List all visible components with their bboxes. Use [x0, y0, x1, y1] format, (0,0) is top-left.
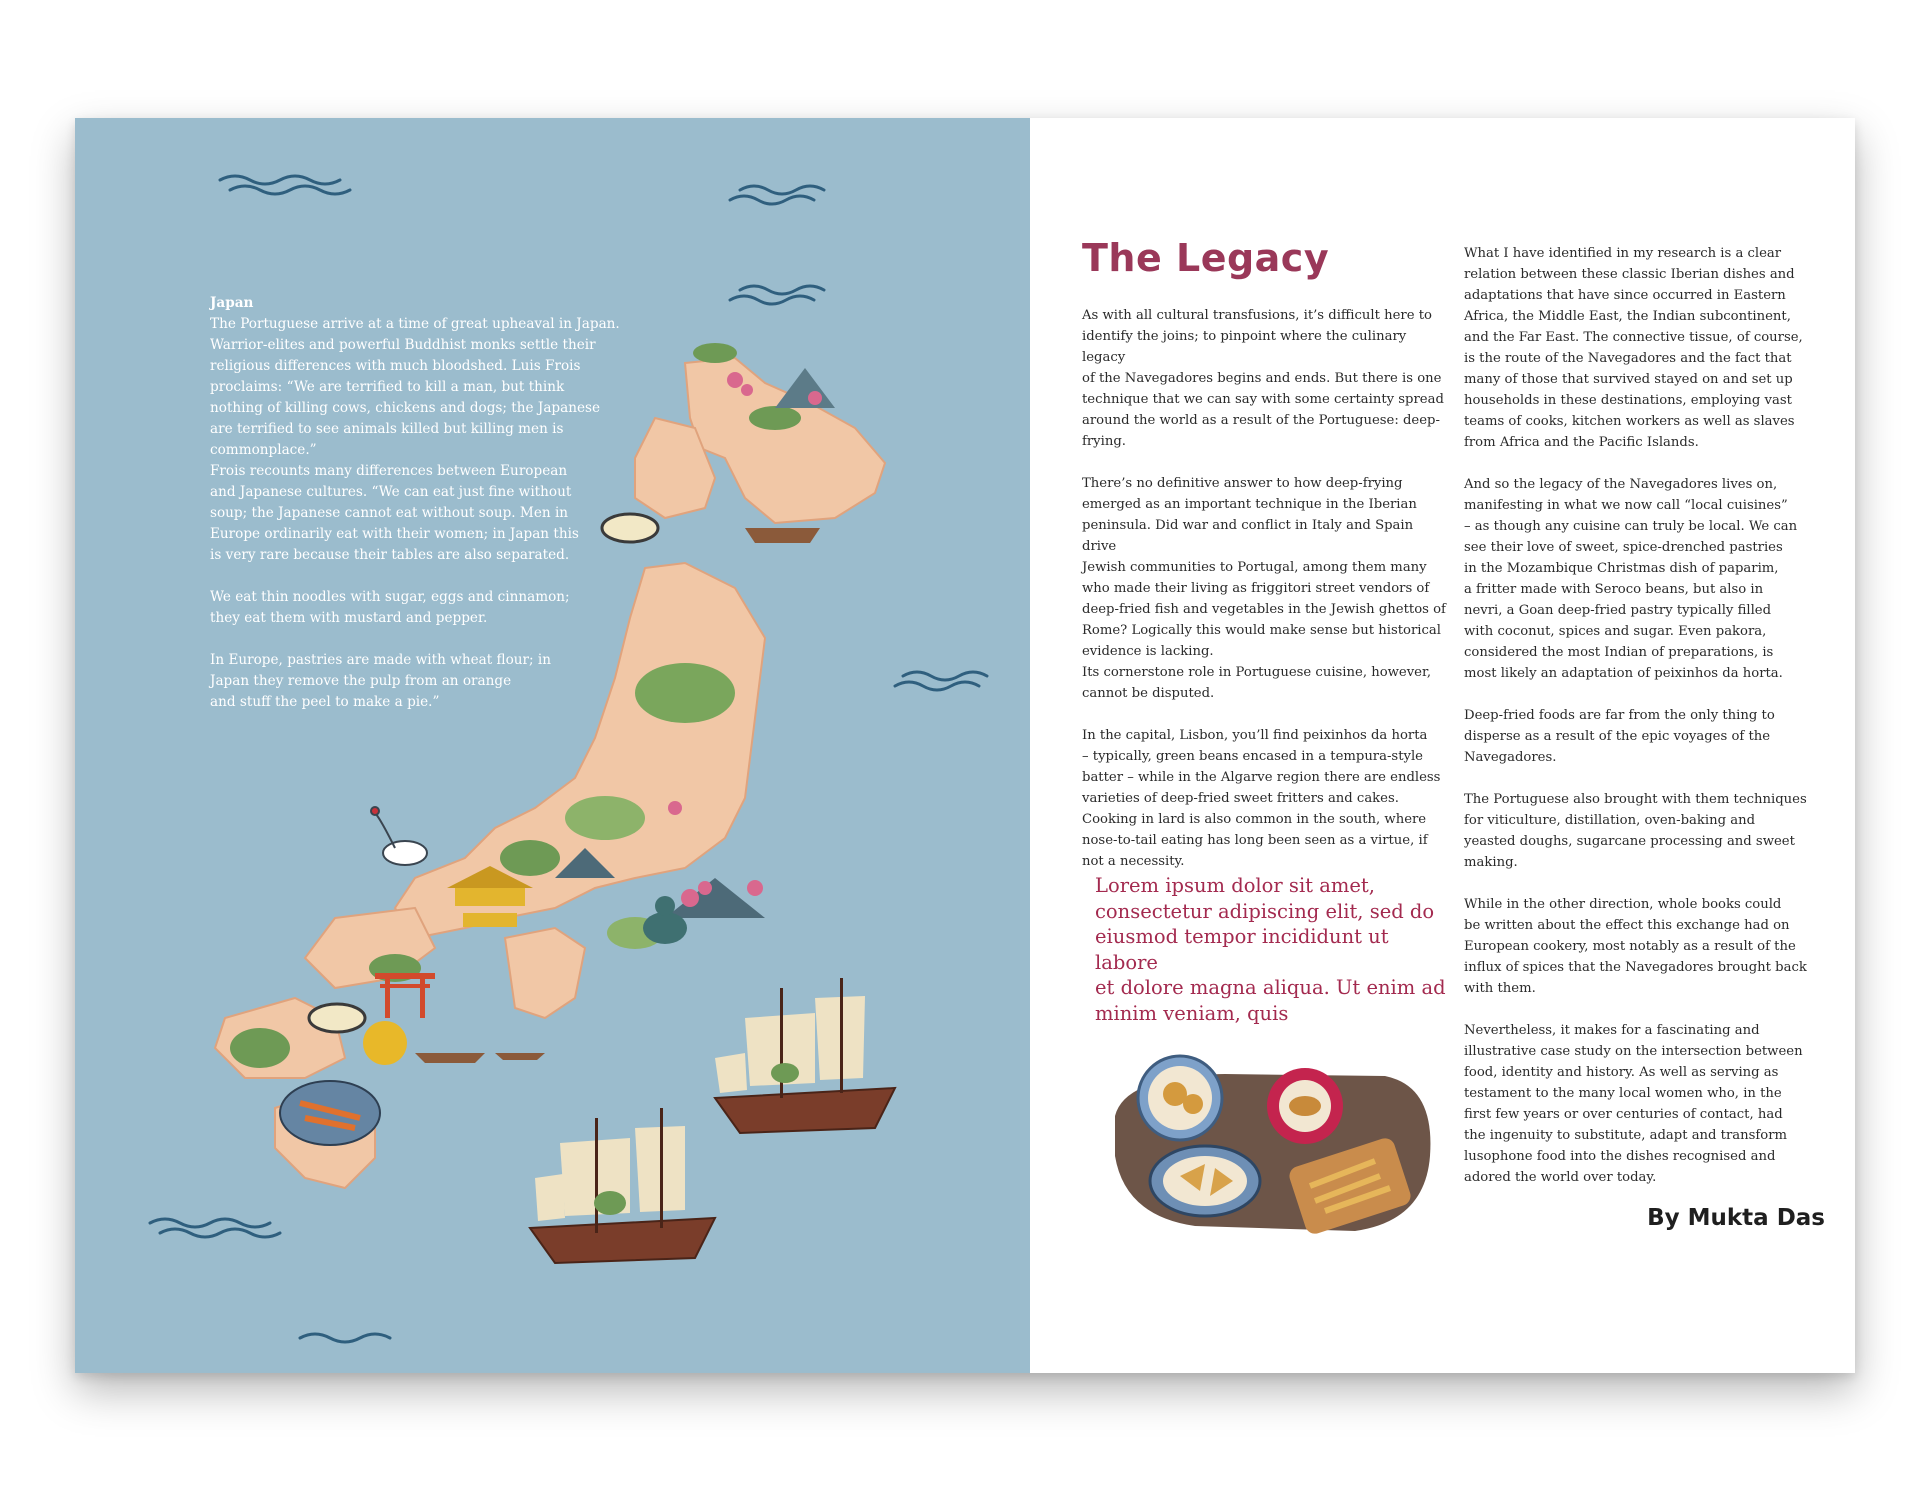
pull-quote	[1095, 873, 1455, 1026]
fried-food-platter-illustration	[1105, 1036, 1445, 1246]
author-byline: By Mukta Das	[1647, 1205, 1825, 1231]
body-line: illustrative case study on the intersection between	[1464, 1044, 1803, 1059]
japan-line: nothing of killing cows, chickens and dogs; the Japanese	[210, 400, 601, 416]
body-line: from Africa and the Pacific Islands.	[1464, 435, 1699, 450]
body-line: with them.	[1464, 981, 1536, 996]
body-line: Deep-fried foods are far from the only thing to	[1464, 708, 1775, 723]
body-line: manifesting in what we now call “local cuisines”	[1464, 498, 1788, 513]
article-title: The Legacy	[1082, 236, 1330, 280]
japan-text-block	[210, 293, 630, 713]
portuguese-ship-icons	[530, 978, 895, 1263]
japan-line: The Portuguese arrive at a time of great upheaval in Japan.	[210, 316, 620, 332]
body-line: most likely an adaptation of peixinhos da horta.	[1464, 666, 1783, 681]
body-line: first few years or over centuries of contact, had	[1464, 1107, 1783, 1122]
legacy-article-page	[1030, 118, 1855, 1373]
japan-line: are terrified to see animals killed but killing men is	[210, 421, 564, 437]
body-line: food, identity and history. As well as serving as	[1464, 1065, 1779, 1080]
body-line: around the world as a result of the Portuguese: deep-	[1082, 413, 1440, 428]
body-line: in the Mozambique Christmas dish of paparim,	[1464, 561, 1779, 576]
body-line: with coconut, spices and sugar. Even pakora,	[1464, 624, 1767, 639]
body-line: nevri, a Goan deep-fried pastry typically filled	[1464, 603, 1772, 618]
japan-map-page	[75, 118, 1030, 1373]
body-line: lusophone food into the dishes recognised and	[1464, 1149, 1776, 1164]
body-line: adored the world over today.	[1464, 1170, 1657, 1185]
plate-icon	[1150, 1146, 1260, 1216]
body-line: relation between these classic Iberian dishes and	[1464, 267, 1795, 282]
plate-icon	[1267, 1068, 1343, 1144]
japan-line: they eat them with mustard and pepper.	[210, 610, 488, 626]
body-line: Cooking in lard is also common in the south, where	[1082, 812, 1427, 827]
body-line: frying.	[1082, 434, 1126, 449]
pull-quote-line: Lorem ipsum dolor sit amet,	[1095, 874, 1375, 897]
japan-line: commonplace.”	[210, 442, 317, 458]
body-line: adaptations that have since occurred in Eastern	[1464, 288, 1786, 303]
japan-line: In Europe, pastries are made with wheat flour; in	[210, 652, 552, 668]
japan-line: Warrior-elites and powerful Buddhist monks settle their	[210, 337, 596, 353]
body-line: And so the legacy of the Navegadores lives on,	[1464, 477, 1778, 492]
japan-line: proclaims: “We are terrified to kill a man, but think	[210, 379, 565, 395]
pull-quote-line: consectetur adipiscing elit, sed do	[1095, 899, 1435, 923]
article-column-2	[1464, 243, 1824, 1188]
japan-line: and Japanese cultures. “We can eat just fine without	[210, 484, 572, 500]
japan-line: We eat thin noodles with sugar, eggs and cinnamon;	[210, 589, 570, 605]
body-line: The Portuguese also brought with them techniques	[1464, 792, 1807, 807]
body-line: cannot be disputed.	[1082, 686, 1215, 701]
body-line: deep-fried fish and vegetables in the Jewish ghettos of	[1082, 602, 1446, 617]
body-line: not a necessity.	[1082, 854, 1185, 869]
body-line: a fritter made with Seroco beans, but also in	[1464, 582, 1764, 597]
body-line: who made their living as friggitori street vendors of	[1082, 581, 1430, 596]
magazine-spread	[75, 118, 1855, 1373]
body-line: many of those that survived stayed on and set up	[1464, 372, 1793, 387]
body-line: households in these destinations, employing vast	[1464, 393, 1792, 408]
body-line: of the Navegadores begins and ends. But there is one	[1082, 371, 1442, 386]
japan-line: Frois recounts many differences between European	[210, 463, 568, 479]
body-line: evidence is lacking.	[1082, 644, 1214, 659]
plate-icon	[1138, 1056, 1222, 1140]
body-line: batter – while in the Algarve region there are endless	[1082, 770, 1441, 785]
body-line: influx of spices that the Navegadores brought back	[1464, 960, 1807, 975]
japan-line: Europe ordinarily eat with their women; in Japan this	[210, 526, 579, 542]
body-line: Rome? Logically this would make sense but historical	[1082, 623, 1441, 638]
body-line: As with all cultural transfusions, it’s difficult here to	[1082, 308, 1432, 323]
japan-line: and stuff the peel to make a pie.”	[210, 694, 440, 710]
body-line: nose-to-tail eating has long been seen as a virtue, if	[1082, 833, 1428, 848]
pull-quote-line: minim veniam, quis	[1095, 1001, 1289, 1025]
body-line: for viticulture, distillation, oven-baking and	[1464, 813, 1756, 828]
body-line: Navegadores.	[1464, 750, 1557, 765]
body-line: Africa, the Middle East, the Indian subcontinent,	[1464, 309, 1791, 324]
body-line: In the capital, Lisbon, you’ll find peixinhos da horta	[1082, 728, 1428, 743]
body-line: making.	[1464, 855, 1518, 870]
crane-bird-icon	[371, 807, 427, 865]
body-line: the ingenuity to substitute, adapt and transform	[1464, 1128, 1788, 1143]
japan-line: religious differences with much bloodshed. Luis Frois	[210, 358, 581, 374]
japan-line: Japan they remove the pulp from an orange	[210, 673, 512, 689]
body-line: emerged as an important technique in the Iberian	[1082, 497, 1417, 512]
body-line: – typically, green beans encased in a tempura-style	[1082, 749, 1423, 764]
body-line: be written about the effect this exchange had on	[1464, 918, 1790, 933]
body-line: There’s no definitive answer to how deep-frying	[1082, 476, 1403, 491]
body-line: testament to the many local women who, in the	[1464, 1086, 1782, 1101]
body-line: European cookery, most notably as a result of the	[1464, 939, 1796, 954]
body-line: yeasted doughs, sugarcane processing and sweet	[1464, 834, 1795, 849]
body-line: disperse as a result of the epic voyages of the	[1464, 729, 1771, 744]
body-line: While in the other direction, whole books could	[1464, 897, 1782, 912]
japan-line: is very rare because their tables are also separated.	[210, 547, 570, 563]
fish-plate-icon	[280, 1081, 380, 1145]
japan-heading: Japan	[210, 295, 254, 311]
body-line: see their love of sweet, spice-drenched pastries	[1464, 540, 1783, 555]
pull-quote-line: et dolore magna aliqua. Ut enim ad	[1095, 976, 1446, 999]
body-line: and the Far East. The connective tissue, of course,	[1464, 330, 1803, 345]
body-line: teams of cooks, kitchen workers as well as slaves	[1464, 414, 1795, 429]
japan-line: soup; the Japanese cannot eat without soup. Men in	[210, 505, 569, 521]
body-line: What I have identified in my research is a clear	[1464, 246, 1782, 261]
body-line: Jewish communities to Portugal, among them many	[1082, 560, 1427, 575]
body-line: peninsula. Did war and conflict in Italy and Spain drive	[1082, 518, 1414, 554]
body-line: Nevertheless, it makes for a fascinating and	[1464, 1023, 1760, 1038]
buddha-statue-icon	[643, 896, 687, 944]
body-line: Its cornerstone role in Portuguese cuisine, however,	[1082, 665, 1432, 680]
body-line: is the route of the Navegadores and the fact that	[1464, 351, 1792, 366]
article-column-1	[1082, 305, 1447, 872]
body-line: identify the joins; to pinpoint where the culinary legacy	[1082, 329, 1407, 365]
body-line: considered the most Indian of preparations, is	[1464, 645, 1774, 660]
body-line: technique that we can say with some certainty spread	[1082, 392, 1444, 407]
body-line: varieties of deep-fried sweet fritters and cakes.	[1082, 791, 1399, 806]
body-line: – as though any cuisine can truly be local. We can	[1464, 519, 1798, 534]
pull-quote-line: eiusmod tempor incididunt ut labore	[1095, 925, 1389, 974]
